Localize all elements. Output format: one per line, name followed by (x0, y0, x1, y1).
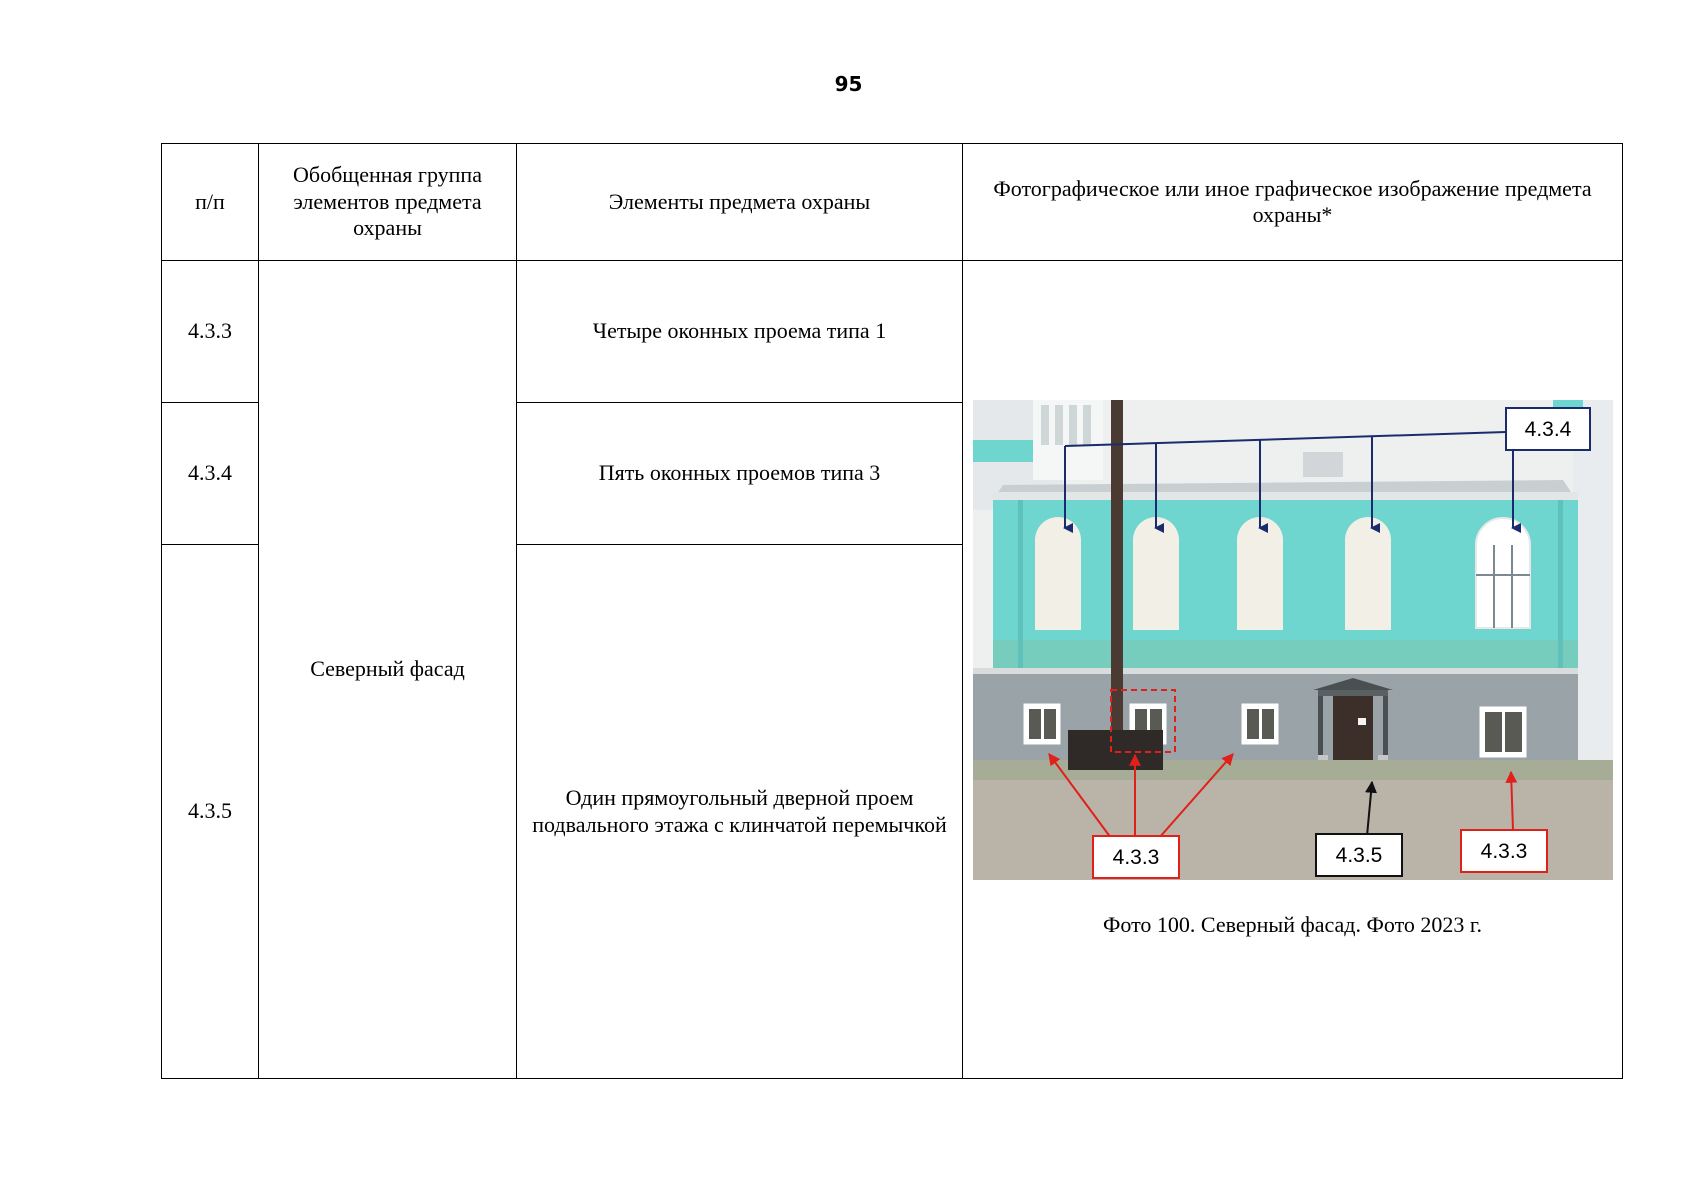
facade-photo (973, 400, 1613, 880)
row-element: Четыре оконных проема типа 1 (517, 261, 963, 403)
photo-cell (963, 261, 1623, 1079)
page-number: 95 (834, 72, 863, 96)
protection-table (161, 143, 1623, 1079)
row-element: Один прямоугольный дверной проем подвального этажа с клинчатой перемычкой (517, 545, 963, 1079)
row-num: 4.3.5 (162, 545, 259, 1079)
label-4-3-4: 4.3.4 (1524, 418, 1571, 442)
table-row (162, 261, 1623, 403)
header-num: п/п (162, 144, 259, 261)
header-image: Фотографическое или иное графическое изображение предмета охраны* (963, 144, 1623, 261)
label-4-3-3-left: 4.3.3 (1112, 846, 1159, 870)
header-row (162, 144, 1623, 261)
row-num: 4.3.4 (162, 403, 259, 545)
header-group: Обобщенная группа элементов предмета охраны (259, 144, 517, 261)
photo-figure (973, 400, 1613, 938)
photo-caption: Фото 100. Северный фасад. Фото 2023 г. (1103, 912, 1482, 938)
row-element: Пять оконных проемов типа 3 (517, 403, 963, 545)
row-num: 4.3.3 (162, 261, 259, 403)
header-elements: Элементы предмета охраны (517, 144, 963, 261)
group-cell: Северный фасад (259, 261, 517, 1079)
label-4-3-5: 4.3.5 (1335, 844, 1382, 868)
label-4-3-3-right: 4.3.3 (1480, 840, 1527, 864)
